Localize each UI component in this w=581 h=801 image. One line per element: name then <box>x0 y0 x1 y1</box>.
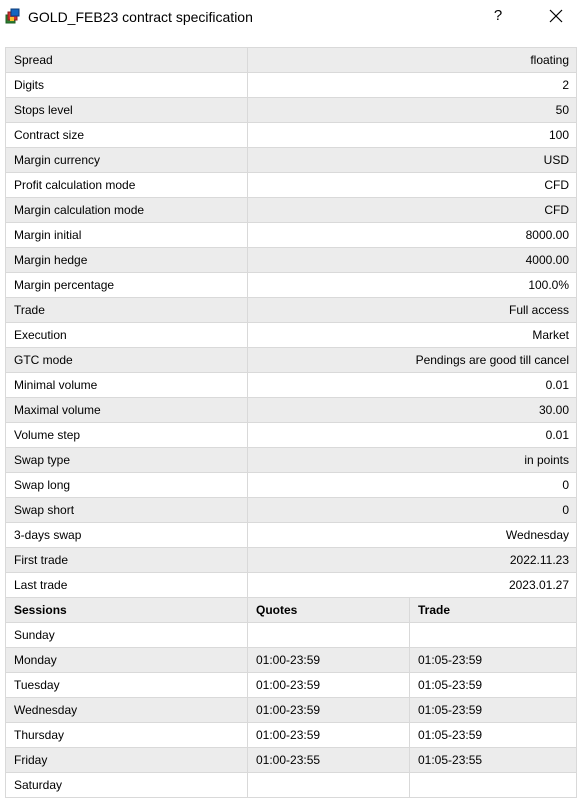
spec-value: 0 <box>248 498 577 523</box>
spec-row[interactable] <box>6 198 577 223</box>
spec-row[interactable] <box>6 373 577 398</box>
spec-row[interactable] <box>6 98 577 123</box>
session-quotes: 01:00-23:59 <box>248 648 410 673</box>
spec-value: in points <box>248 448 577 473</box>
trade-column-header[interactable]: Trade <box>410 598 577 623</box>
spec-row[interactable] <box>6 523 577 548</box>
spec-value: CFD <box>248 198 577 223</box>
session-day: Friday <box>6 748 248 773</box>
spec-row[interactable] <box>6 548 577 573</box>
session-quotes: 01:00-23:59 <box>248 723 410 748</box>
spec-label: Digits <box>6 73 248 98</box>
close-icon <box>541 3 571 29</box>
spec-label: Margin hedge <box>6 248 248 273</box>
help-button[interactable]: ? <box>493 7 503 24</box>
session-trade: 01:05-23:59 <box>410 648 577 673</box>
window-title: GOLD_FEB23 contract specification <box>28 9 253 25</box>
spec-value: Pendings are good till cancel <box>248 348 577 373</box>
spec-label: Trade <box>6 298 248 323</box>
dialog-body <box>0 41 581 801</box>
spec-value: 2023.01.27 <box>248 573 577 598</box>
spec-label: Maximal volume <box>6 398 248 423</box>
close-button[interactable] <box>541 3 571 29</box>
spec-label: GTC mode <box>6 348 248 373</box>
spec-value: 100 <box>248 123 577 148</box>
session-row[interactable] <box>6 773 577 798</box>
spec-value: floating <box>248 48 577 73</box>
spec-value: CFD <box>248 173 577 198</box>
session-trade <box>410 623 577 648</box>
spec-row[interactable] <box>6 398 577 423</box>
session-quotes <box>248 623 410 648</box>
spec-value: 0 <box>248 473 577 498</box>
spec-label: Swap long <box>6 473 248 498</box>
sessions-header-row <box>6 598 577 623</box>
spec-label: Margin initial <box>6 223 248 248</box>
spec-row[interactable] <box>6 348 577 373</box>
spec-value: 100.0% <box>248 273 577 298</box>
spec-row[interactable] <box>6 223 577 248</box>
session-quotes: 01:00-23:59 <box>248 673 410 698</box>
session-trade: 01:05-23:59 <box>410 723 577 748</box>
session-trade: 01:05-23:59 <box>410 698 577 723</box>
spec-row[interactable] <box>6 498 577 523</box>
session-day: Thursday <box>6 723 248 748</box>
spec-label: Spread <box>6 48 248 73</box>
spec-label: 3-days swap <box>6 523 248 548</box>
session-trade: 01:05-23:55 <box>410 748 577 773</box>
spec-value: Full access <box>248 298 577 323</box>
session-quotes <box>248 773 410 798</box>
spec-label: First trade <box>6 548 248 573</box>
spec-row[interactable] <box>6 573 577 598</box>
session-quotes: 01:00-23:55 <box>248 748 410 773</box>
spec-value: 30.00 <box>248 398 577 423</box>
spec-label: Last trade <box>6 573 248 598</box>
session-quotes: 01:00-23:59 <box>248 698 410 723</box>
spec-label: Execution <box>6 323 248 348</box>
spec-value: Wednesday <box>248 523 577 548</box>
spec-row[interactable] <box>6 423 577 448</box>
spec-value: USD <box>248 148 577 173</box>
session-row[interactable] <box>6 673 577 698</box>
session-row[interactable] <box>6 648 577 673</box>
session-row[interactable] <box>6 723 577 748</box>
spec-label: Swap short <box>6 498 248 523</box>
session-trade <box>410 773 577 798</box>
spec-label: Minimal volume <box>6 373 248 398</box>
sessions-column-header[interactable]: Sessions <box>6 598 248 623</box>
session-row[interactable] <box>6 748 577 773</box>
spec-label: Contract size <box>6 123 248 148</box>
spec-label: Margin percentage <box>6 273 248 298</box>
spec-row[interactable] <box>6 448 577 473</box>
spec-label: Stops level <box>6 98 248 123</box>
spec-value: 2022.11.23 <box>248 548 577 573</box>
session-day: Tuesday <box>6 673 248 698</box>
spec-value: 2 <box>248 73 577 98</box>
spec-label: Swap type <box>6 448 248 473</box>
spec-row[interactable] <box>6 123 577 148</box>
spec-value: 0.01 <box>248 423 577 448</box>
quotes-column-header[interactable]: Quotes <box>248 598 410 623</box>
session-row[interactable] <box>6 698 577 723</box>
spec-value: 0.01 <box>248 373 577 398</box>
title-bar <box>0 0 581 34</box>
session-day: Sunday <box>6 623 248 648</box>
spec-row[interactable] <box>6 73 577 98</box>
spec-value: 8000.00 <box>248 223 577 248</box>
spec-label: Margin calculation mode <box>6 198 248 223</box>
spec-value: Market <box>248 323 577 348</box>
session-day: Saturday <box>6 773 248 798</box>
spec-row[interactable] <box>6 298 577 323</box>
session-row[interactable] <box>6 623 577 648</box>
spec-value: 4000.00 <box>248 248 577 273</box>
spec-label: Volume step <box>6 423 248 448</box>
spec-label: Profit calculation mode <box>6 173 248 198</box>
session-day: Monday <box>6 648 248 673</box>
spec-row[interactable] <box>6 273 577 298</box>
session-day: Wednesday <box>6 698 248 723</box>
spec-row[interactable] <box>6 248 577 273</box>
spec-row[interactable] <box>6 173 577 198</box>
app-icon <box>4 8 20 24</box>
spec-row[interactable] <box>6 473 577 498</box>
spec-row[interactable] <box>6 323 577 348</box>
session-trade: 01:05-23:59 <box>410 673 577 698</box>
spec-value: 50 <box>248 98 577 123</box>
contract-spec-table <box>5 47 577 798</box>
spec-row[interactable] <box>6 148 577 173</box>
spec-row[interactable] <box>6 48 577 73</box>
spec-label: Margin currency <box>6 148 248 173</box>
